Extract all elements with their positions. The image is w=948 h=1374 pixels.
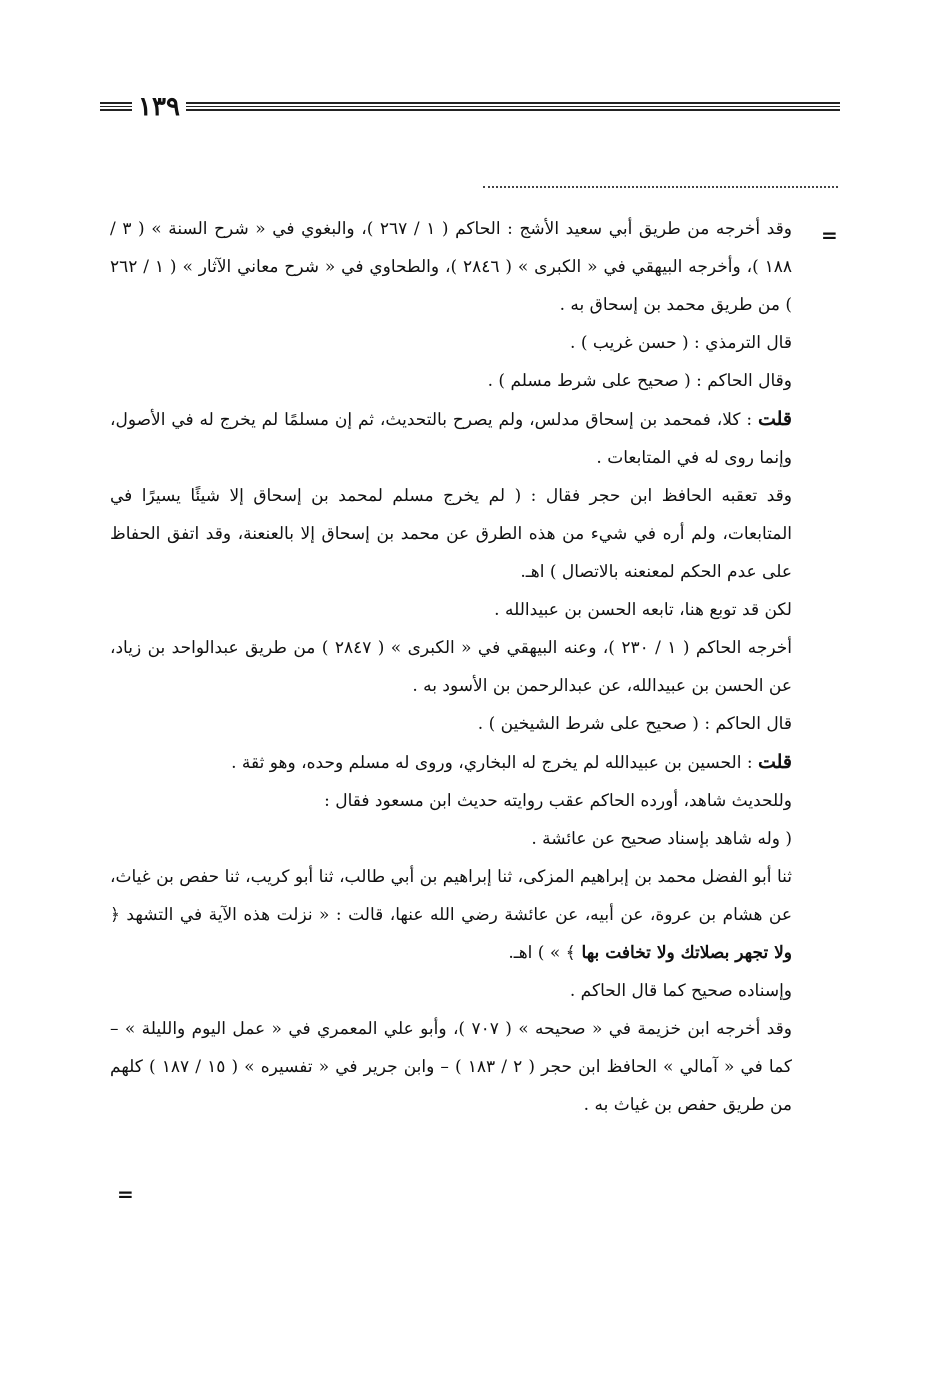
quran-brace-close: ﴾	[565, 943, 576, 963]
paragraph-shahid-quote: ( وله شاهد بإسناد صحيح عن عائشة .	[531, 829, 792, 849]
page-number: ١٣٩	[138, 92, 180, 122]
paragraph-isnad-sahih: وإسناده صحيح كما قال الحاكم .	[569, 981, 792, 1001]
quran-brace-open: ﴿	[110, 905, 120, 925]
paragraph-qult-1	[110, 400, 792, 477]
footnote-separator	[483, 186, 838, 188]
paragraph-tirmidhi: قال الترمذي : ( حسن غريب ) .	[570, 333, 792, 353]
paragraph-mutaba: لكن قد توبع هنا، تابعه الحسن بن عبيدالله .	[494, 600, 792, 620]
paragraph-hakim-2: قال الحاكم : ( صحيح على شرط الشيخين ) .	[477, 714, 792, 734]
paragraph-qult-2	[110, 743, 792, 782]
continuation-mark-bottom: =	[117, 1182, 134, 1206]
paragraph-takhrij-1: وقد أخرجه من طريق أبي سعيد الأشج : الحاكم ( ١ / ٢٦٧ )، والبغوي في « شرح السنة » ( ٣ / ١٨٨ )، وأخرجه البيهقي في « الكبرى » ( ٢٨٤٦ )، والطحاوي في « شرح معاني الآثار » ( ١ / ٢٦٢ ) من طريق محمد بن إسحاق به .	[110, 219, 793, 315]
paragraph-shahid: وللحديث شاهد، أورده الحاكم عقب روايته حديث ابن مسعود فقال :	[324, 791, 792, 811]
paragraph-ibn-hajar: وقد تعقبه الحافظ ابن حجر فقال : ( لم يخرج مسلم لمحمد بن إسحاق إلا شيئًا يسيرًا في المتابعات، ولم أره في شيء من هذه الطرق عن محمد بن إسحاق إلا بالعنعنة، وقد اتفق الحفاظ على عدم الحكم لمعنعنه بالاتصال ) اهـ.	[110, 486, 792, 582]
quran-verse: ولا تجهر بصلاتك ولا تخافت بها	[575, 943, 792, 963]
qult-label: قلت	[757, 408, 792, 430]
qult-text: : الحسين بن عبيدالله لم يخرج له البخاري، وروى له مسلم وحده، وهو ثقة .	[231, 753, 758, 773]
isnad-end: » ) اهـ.	[508, 943, 566, 963]
paragraph-isnad	[110, 858, 792, 972]
qult-text: : كلا، فمحمد بن إسحاق مدلس، ولم يصرح بالتحديث، ثم إن مسلمًا لم يخرج له في الأصول، وإنما روى له في المتابعات .	[110, 410, 792, 468]
qult-label: قلت	[757, 751, 792, 773]
paragraph-takhrij-3: وقد أخرجه ابن خزيمة في « صحيحه » ( ٧٠٧ )، وأبو علي المعمري في « عمل اليوم والليلة » – كما في « آمالي » الحافظ ابن حجر ( ٢ / ١٨٣ ) – وابن جرير في « تفسيره » ( ١٥ / ١٨٧ ) كلهم من طريق حفص بن غياث به .	[110, 1019, 792, 1115]
paragraph-takhrij-2: أخرجه الحاكم ( ١ / ٢٣٠ )، وعنه البيهقي في « الكبرى » ( ٢٨٤٧ ) من طريق عبدالواحد بن زياد، عن الحسن بن عبيدالله، عن عبدالرحمن بن الأسود به .	[110, 638, 792, 696]
paragraph-hakim-1: وقال الحاكم : ( صحيح على شرط مسلم ) .	[487, 371, 792, 391]
isnad-text: ثنا أبو الفضل محمد بن إبراهيم المزكى، ثنا إبراهيم بن أبي طالب، ثنا أبو كريب، ثنا حفص بن غياث، عن هشام بن عروة، عن أبيه، عن عائشة رضي الله عنها، قالت : « نزلت هذه الآية في التشهد	[110, 867, 792, 925]
header-rule-right	[186, 102, 840, 111]
header-rule-left	[100, 102, 132, 111]
continuation-mark-top: =	[821, 223, 838, 247]
page-header	[100, 92, 840, 122]
footnote-body	[110, 210, 792, 1124]
